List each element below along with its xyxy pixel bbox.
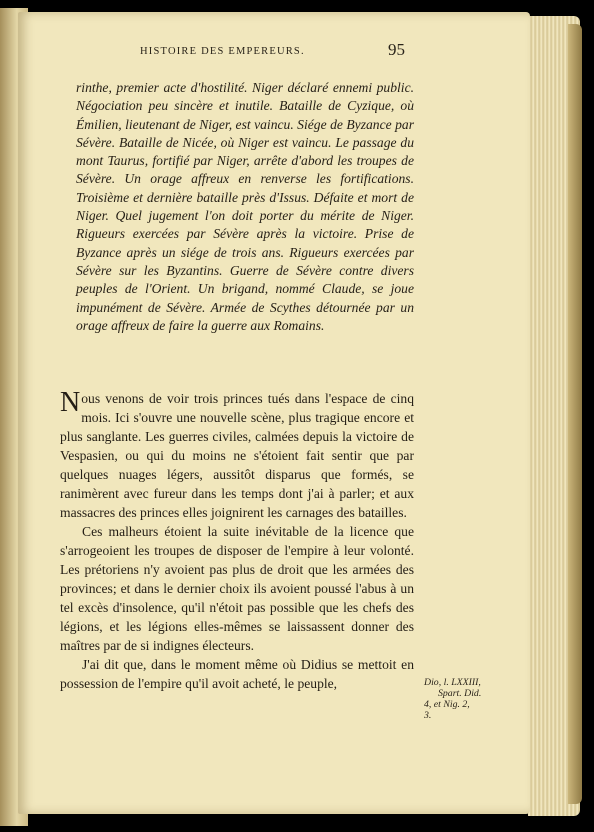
margin-note bbox=[424, 677, 510, 721]
margin-note-line: 3. bbox=[424, 710, 432, 721]
drop-cap: N bbox=[60, 387, 81, 418]
paragraph-1 bbox=[60, 389, 414, 522]
page-number: 95 bbox=[388, 40, 405, 59]
chapter-summary: rinthe, premier acte d'hostilité. Niger déclaré ennemi public. Négociation peu sincère et inutile. Bataille de Cyzique, où Émilien, lieutenant de Niger, est vaincu. Siége de Byzance par Sévère. Bataille de Nicée, où Niger est vaincu. Le passage du mont Taurus, fortifié par Niger, arrête d'abord les troupes de Sévère. Un orage affreux en renverse les fortifications. Troisième et dernière bataille près d'Issus. Défaite et mort de Niger. Quel jugement l'on doit porter du mérite de Niger. Rigueurs exercées par Sévère après la victoire. Prise de Byzance après un siége de trois ans. Rigueurs exercées par Sévère sur les Byzantins. Guerre de Sévère contre divers peuples de l'Orient. Un brigand, nommé Claude, se joue impunément de Sévère. Armée de Scythes détournée par un orage affreux de faire la guerre aux Romains. bbox=[76, 80, 414, 333]
paragraph-2: Ces malheurs étoient la suite inévitable de la licence que s'arrogeoient les troupes de disposer de l'empire à leur volonté. Les prétoriens n'y avoient pas plus de droit que les armées des provinces; et dans le dernier choix ils avoient poussé l'abus à un tel excès d'insolence, qu'il n'étoit pas possible que les chefs des légions, et les légions elles-mêmes se laissassent donner des maîtres par de si indignes électeurs. bbox=[60, 524, 414, 653]
running-head: HISTOIRE DES EMPEREURS. bbox=[140, 46, 305, 57]
book-cover-edge bbox=[568, 24, 582, 804]
body-text bbox=[60, 389, 414, 693]
margin-note-line: Spart. Did. bbox=[438, 688, 482, 699]
paragraph-3: J'ai dit que, dans le moment même où Didius se mettoit en possession de l'empire qu'il avoit acheté, le peuple, bbox=[60, 657, 414, 691]
margin-note-line: Dio, l. LXXIII, bbox=[424, 677, 481, 688]
margin-note-line: 4, et Nig. 2, bbox=[424, 699, 470, 710]
paragraph-1-text: ous venons de voir trois princes tués dans l'espace de cinq mois. Ici s'ouvre une nouvelle scène, plus tragique encore et plus sanglante. Les guerres civiles, calmées depuis la victoire de Vespasien, ou qui du moins ne s'étoient fait sentir que par quelques nuages légers, aussitôt disparus que formés, se ranimèrent avec fureur dans les temps dont j'ai à parler; et aux massacres des princes elles joignirent les carnages des batailles. bbox=[60, 391, 414, 520]
